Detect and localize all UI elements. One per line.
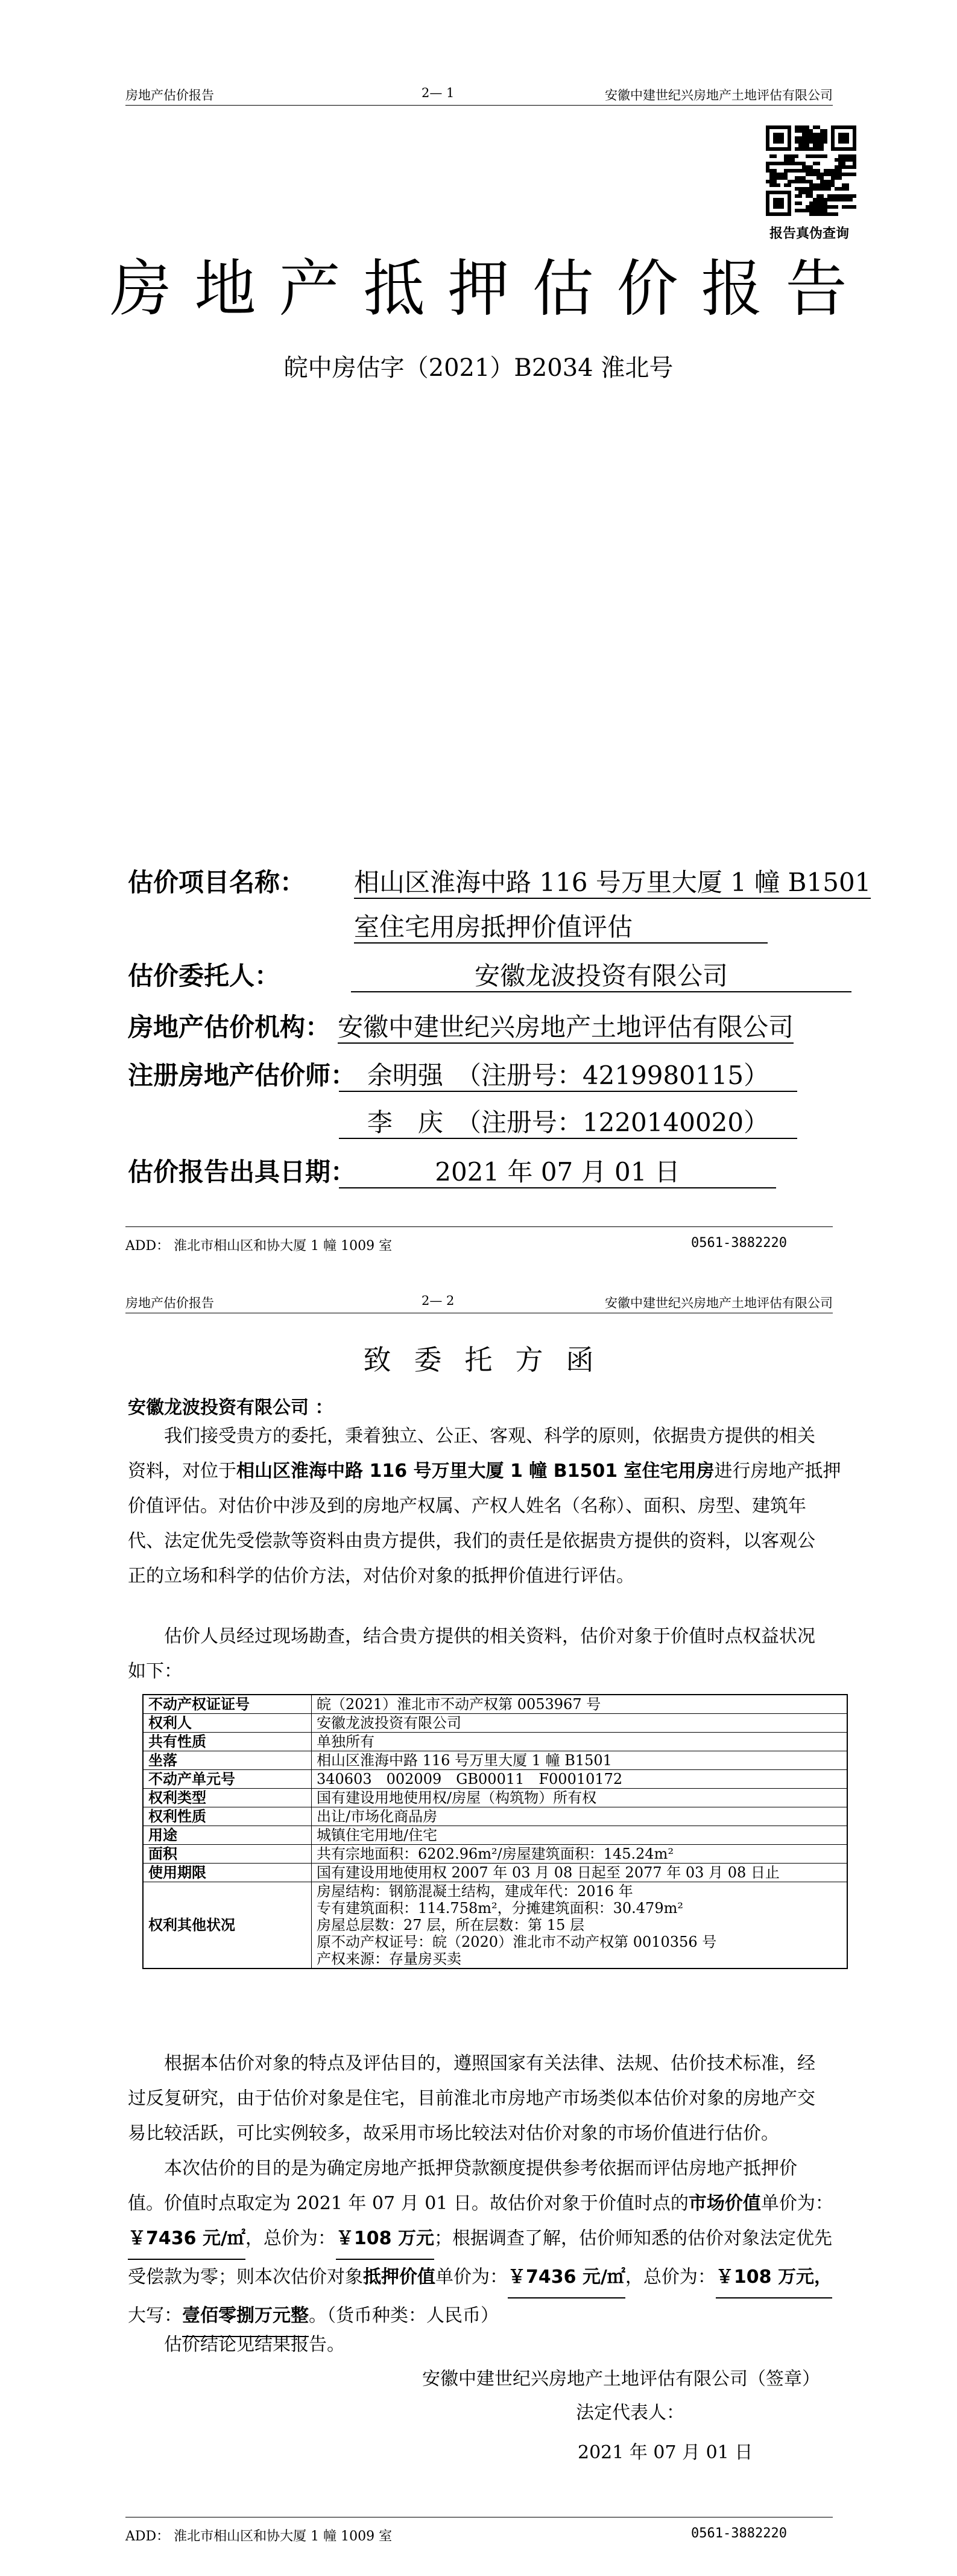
table-value xyxy=(312,1789,848,1807)
project-label: 估价项目名称： xyxy=(128,868,306,897)
table-row xyxy=(143,1770,847,1789)
table-key: 面积 xyxy=(143,1845,312,1864)
table-value xyxy=(312,1770,848,1789)
header-page-number: 2— 1 xyxy=(422,86,455,100)
appraiser-label: 注册房地产估价师： xyxy=(128,1061,356,1090)
amount-in-words: 壹佰零捌万元整 xyxy=(182,2298,309,2337)
market-unit-price: ￥7436 元/㎡ xyxy=(128,2221,245,2260)
table-value-line: 单独所有 xyxy=(317,1733,374,1750)
text-span: 单价为： xyxy=(435,2267,508,2288)
project-value-line1: 相山区淮海中路 116 号万里大厦 1 幢 B1501 xyxy=(354,870,871,899)
project-value-line2: 室住宅用房抵押价值评估 xyxy=(354,915,768,944)
table-value-line: 产权来源：存量房买卖 xyxy=(317,1950,461,1967)
table-value-line: 专有建筑面积：114.758m²，分摊建筑面积：30.479m² xyxy=(317,1900,683,1917)
market-value-bold: 市场价值 xyxy=(688,2193,761,2214)
text-line: 过反复研究，由于估价对象是住宅，目前淮北市房地产市场类似本估价对象的房地产交 xyxy=(128,2088,815,2109)
text-line: 估价结论见结果报告。 xyxy=(128,2334,345,2355)
text-span: 受偿款为零；则本次估价对象 xyxy=(128,2267,363,2288)
table-key: 用途 xyxy=(143,1826,312,1845)
date-label: 估价报告出具日期： xyxy=(128,1157,356,1187)
table-value-line: 原不动产权证号：皖（2020）淮北市不动产权第 0010356 号 xyxy=(317,1934,717,1950)
text-span: ；根据调查了解，估价师知悉的估价对象法定优先 xyxy=(434,2228,832,2249)
table-value xyxy=(312,1845,848,1864)
table-row xyxy=(143,1807,847,1826)
letter-paragraph-1 xyxy=(128,1419,839,1594)
header-left: 房地产估价报告 xyxy=(125,1296,214,1310)
table-value-line: 共有宗地面积：6202.96m²/房屋建筑面积：145.24m² xyxy=(317,1845,674,1862)
table-value xyxy=(312,1864,848,1882)
table-row xyxy=(143,1864,847,1882)
table-value-line: 房屋总层数：27 层，所在层数：第 15 层 xyxy=(317,1917,584,1934)
footer-address: ADD： 淮北市相山区和协大厦 1 幢 1009 室 xyxy=(125,2529,393,2544)
text-line xyxy=(128,1454,839,1489)
text-line xyxy=(128,2221,839,2260)
table-key: 坐落 xyxy=(143,1751,312,1770)
header-left: 房地产估价报告 xyxy=(125,88,214,103)
property-location-bold: 相山区淮海中路 116 号万里大厦 1 幢 B1501 室住宅用房 xyxy=(236,1461,715,1482)
appraiser-2: 李 庆 （注册号：1220140020） xyxy=(339,1110,797,1139)
page-footer xyxy=(125,1226,833,1254)
table-row xyxy=(143,1845,847,1864)
table-value xyxy=(312,1733,848,1751)
table-row xyxy=(143,1695,847,1714)
header-company: 安徽中建世纪兴房地产土地评估有限公司 xyxy=(605,1296,833,1310)
page-header xyxy=(125,83,833,106)
table-value xyxy=(312,1826,848,1845)
letter-paragraph-4 xyxy=(128,2151,839,2337)
table-value xyxy=(312,1882,848,1969)
date-value: 2021 年 07 月 01 日 xyxy=(339,1160,776,1188)
table-value xyxy=(312,1751,848,1770)
client-value: 安徽龙波投资有限公司 xyxy=(351,963,851,992)
market-total-price: ￥108 万元 xyxy=(336,2221,434,2260)
text-line: 代、法定优先受偿款等资料由贵方提供，我们的责任是依据贵方提供的资料，以客观公 xyxy=(128,1531,815,1552)
header-company: 安徽中建世纪兴房地产土地评估有限公司 xyxy=(605,88,833,103)
letter-title: 致委托方函 xyxy=(363,1344,617,1376)
table-key: 不动产权证证号 xyxy=(143,1695,312,1714)
table-key: 使用期限 xyxy=(143,1864,312,1882)
letter-paragraph-3 xyxy=(128,2046,839,2151)
table-key: 权利类型 xyxy=(143,1789,312,1807)
report-number: 皖中房估字（2021）B2034 淮北号 xyxy=(283,354,674,382)
table-value-line: 房屋结构：钢筋混凝土结构，建成年代：2016 年 xyxy=(317,1883,633,1900)
footer-phone: 0561-3882220 xyxy=(691,1236,787,1251)
text-span: 资料，对位于 xyxy=(128,1461,236,1482)
text-span: 进行房地产抵押 xyxy=(714,1461,841,1482)
text-span: ，总价为： xyxy=(625,2267,716,2288)
text-line: 如下： xyxy=(128,1661,182,1682)
mortgage-value-bold: 抵押价值 xyxy=(363,2267,435,2288)
table-key: 不动产单元号 xyxy=(143,1770,312,1789)
table-value-line: 城镇住宅用地/住宅 xyxy=(317,1827,438,1844)
text-span: 大写： xyxy=(128,2305,182,2326)
table-row xyxy=(143,1826,847,1845)
text-line xyxy=(128,2186,839,2221)
letter-paragraph-5 xyxy=(128,2327,839,2362)
qr-code-icon[interactable] xyxy=(766,125,856,216)
table-key: 权利人 xyxy=(143,1714,312,1733)
mortgage-total-price: ￥108 万元， xyxy=(716,2260,832,2298)
report-title: 房地产抵押估价报告 xyxy=(110,253,870,325)
table-row xyxy=(143,1789,847,1807)
table-value xyxy=(312,1807,848,1826)
letter-paragraph-2 xyxy=(128,1619,839,1689)
appraiser-1: 余明强 （注册号：4219980115） xyxy=(339,1063,797,1092)
footer-address: ADD： 淮北市相山区和协大厦 1 幢 1009 室 xyxy=(125,1239,393,1254)
table-value-line: 国有建设用地使用权/房屋（构筑物）所有权 xyxy=(317,1789,597,1806)
text-line: 本次估价的目的是为确定房地产抵押贷款额度提供参考依据而评估房地产抵押价 xyxy=(128,2158,797,2179)
header-page-number: 2— 2 xyxy=(422,1293,455,1308)
table-value-line: 安徽龙波投资有限公司 xyxy=(317,1715,461,1731)
agency-value: 安徽中建世纪兴房地产土地评估有限公司 xyxy=(338,1015,794,1044)
table-value-line: 皖（2021）淮北市不动产权第 0053967 号 xyxy=(317,1696,601,1713)
text-line: 我们接受贵方的委托，秉着独立、公正、客观、科学的原则，依据贵方提供的相关 xyxy=(128,1426,815,1447)
footer-phone: 0561-3882220 xyxy=(691,2526,787,2541)
table-value-line: 相山区淮海中路 116 号万里大厦 1 幢 B1501 xyxy=(317,1752,612,1769)
letter-addressee: 安徽龙波投资有限公司 ： xyxy=(128,1397,333,1418)
table-value xyxy=(312,1695,848,1714)
table-row xyxy=(143,1751,847,1770)
text-line xyxy=(128,2260,839,2298)
text-span: 单价为： xyxy=(760,2193,833,2214)
property-rights-table xyxy=(142,1694,848,1969)
text-span: 值。价值时点取定为 2021 年 07 月 01 日。故估价对象于价值时点的 xyxy=(128,2193,689,2214)
table-row xyxy=(143,1733,847,1751)
table-value-line: 国有建设用地使用权 2007 年 03 月 08 日起至 2077 年 03 月 08 日止 xyxy=(317,1864,780,1881)
text-span: 。（货币种类：人民币） xyxy=(309,2305,499,2326)
page-header-2 xyxy=(125,1291,833,1313)
text-line: 易比较活跃，可比实例较多，故采用市场比较法对估价对象的市场价值进行估价。 xyxy=(128,2123,779,2144)
table-key: 共有性质 xyxy=(143,1733,312,1751)
client-label: 估价委托人： xyxy=(128,961,280,991)
table-row xyxy=(143,1714,847,1733)
signature-company: 安徽中建世纪兴房地产土地评估有限公司（签章） xyxy=(422,2368,820,2390)
text-line: 正的立场和科学的估价方法，对估价对象的抵押价值进行评估。 xyxy=(128,1566,634,1587)
agency-label: 房地产估价机构： xyxy=(128,1012,331,1042)
signature-representative: 法定代表人： xyxy=(576,2402,684,2423)
page-footer-2 xyxy=(125,2517,833,2544)
table-key: 权利性质 xyxy=(143,1807,312,1826)
qr-caption: 报告真伪查询 xyxy=(769,226,850,241)
signature-date: 2021 年 07 月 01 日 xyxy=(578,2442,753,2463)
text-line: 估价人员经过现场勘查，结合贵方提供的相关资料，估价对象于价值时点权益状况 xyxy=(128,1626,815,1647)
text-line: 根据本估价对象的特点及评估目的，遵照国家有关法律、法规、估价技术标准，经 xyxy=(128,2053,815,2074)
table-value-line: 340603 002009 GB00011 F00010172 xyxy=(317,1771,623,1788)
table-key: 权利其他状况 xyxy=(143,1882,312,1969)
table-row xyxy=(143,1882,847,1969)
mortgage-unit-price: ￥7436 元/㎡ xyxy=(508,2260,625,2298)
text-line: 价值评估。对估价中涉及到的房地产权属、产权人姓名（名称）、面积、房型、建筑年 xyxy=(128,1496,806,1517)
text-span: ，总价为： xyxy=(245,2228,336,2249)
table-value xyxy=(312,1714,848,1733)
table-value-line: 出让/市场化商品房 xyxy=(317,1808,438,1825)
